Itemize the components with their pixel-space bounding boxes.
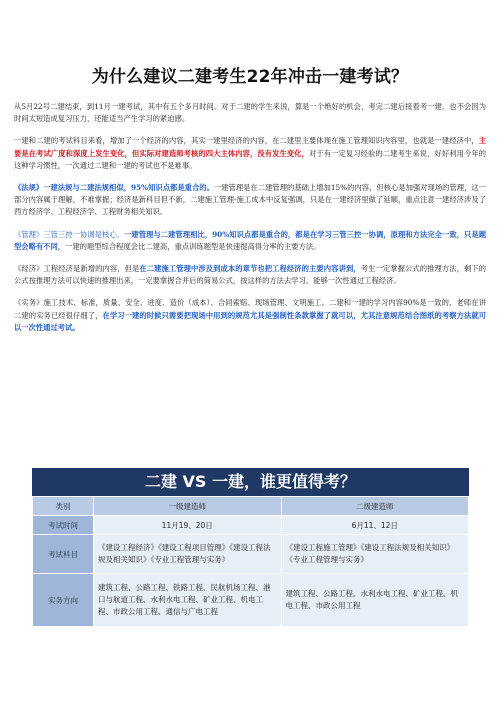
- highlighted-text: 在学习一建的时候只需要把现场中用到的规范尤其是强制性条款掌握了就可以，尤其注意规范结合图纸的考察方法就可以一次性通过考试。: [14, 310, 486, 332]
- header-category: 类别: [33, 497, 94, 516]
- table-row-subjects: [33, 535, 469, 574]
- comparison-banner: 二建 VS 一建，谁更值得考？: [32, 468, 469, 496]
- paragraph: [14, 101, 486, 125]
- highlighted-text: 《法规》一建法规与二建法规相似，95%知识点都是重合的。: [14, 183, 214, 193]
- header-first-class: 一级建造师: [94, 497, 282, 516]
- paragraph: [14, 263, 486, 287]
- highlighted-text: 主要是在考试广度和深度上发生变化，但实际对建造师考核的四大主体内容，没有发生变化，: [14, 136, 486, 158]
- paragraph: [14, 297, 486, 334]
- row-label: 考试科目: [33, 535, 94, 574]
- paragraph-text: 《经济》工程经济是新增的内容，但是: [14, 264, 140, 274]
- table-row-directions: [33, 574, 469, 627]
- paragraph-text: 一建和二建的考试科目来看，增加了一个经济的内容，其实一建里经济的内容，在二建里主要体现在施工管理知识内容里，也就是一建经济中，: [14, 136, 479, 146]
- paragraph-text: 考生一定掌握公式的推理方法，剩下的公式按推理方法可以快速的推理出来，一定要掌握合并后的简易公式，按这样的方法去学习，能够一次性通过工程经济。: [14, 264, 487, 286]
- cell-first-class: 《建设工程经济》《建设工程项目管理》《建设工程法规及相关知识》《专业工程管理与实务》: [94, 535, 282, 574]
- paragraph-text: 《实务》施工技术、标准，质量、安全、进度、造价（成本）、合同索赔、现场管理、文明施工。二建和一建的学习内容90%是一致的，老师在讲二建的实务已经很仔细了，: [14, 298, 486, 320]
- article-page: [0, 62, 500, 728]
- table-row-exam-time: [33, 516, 469, 535]
- paragraph: [14, 229, 486, 253]
- comparison-table: [32, 496, 469, 627]
- cell-first-class: 11月19、20日: [94, 516, 282, 535]
- paragraph-text: 一建的题型综合程度会比二建高，重点训练题型是快速提高得分率的主要方法。: [65, 241, 321, 251]
- highlighted-text: 在二建施工管理中涉及到成本的章节也把工程经济的主要内容讲到，: [139, 264, 361, 274]
- article-body: [14, 101, 486, 334]
- cell-second-class: 6月11、12日: [281, 516, 469, 535]
- highlighted-text: 一建管理与二建管理相比，90%知识点都是重合的，都是在学习三管三控一协调，原理和方法完全一致，只是题型会略有不同，: [14, 229, 486, 251]
- cell-second-class: 《建设工程施工管理》《建设工程法规及相关知识》《专业工程管理与实务》: [281, 535, 469, 574]
- article-title: 为什么建议二建考生22年冲击一建考试？: [91, 67, 409, 87]
- comparison-section: [32, 468, 469, 627]
- row-label: 实务方向: [33, 574, 94, 627]
- row-label: 考试时间: [33, 516, 94, 535]
- paragraph: [14, 135, 486, 172]
- paragraph: [14, 182, 486, 219]
- cell-second-class: 建筑工程、公路工程、水利水电工程、矿业工程、机电工程、市政公用工程: [281, 574, 469, 627]
- paragraph-text: 从5月22号二建结束，到11月一建考试，其中有五个多月时间。对于二建的学生来说，算是一个绝好的机会，考完二建后接着考一建。也不会因为时间太短造成复习压力，还能适当产生学习的紧迫感。: [14, 102, 486, 124]
- paragraph-text: 对于有一定复习经验的二建考生来说，好好利用今年的这种学习惯性，一次通过二建和一建的考试也不是难事。: [14, 148, 486, 170]
- paragraph-text: 一建管理是在二建管理的基础上增加15%的内容，但核心是加强对现场的管理，这一部分内容属于理解，不难掌握；经济是新科目但不新，二建施工管理-施工成本中反复强调，只是在一建经济里做了延顺，重点注意一建经济涉及了西方经济学、工程经济学、工程财务相关知识。: [14, 183, 486, 217]
- highlighted-text: 《管理》三管三控一协调是核心。: [14, 229, 125, 239]
- header-second-class: 二级建造师: [281, 497, 469, 516]
- table-header-row: [33, 497, 469, 516]
- cell-first-class: 建筑工程、公路工程、铁路工程、民航机场工程、港口与航道工程、水利水电工程、矿业工程、机电工程、市政公用工程、通信与广电工程: [94, 574, 282, 627]
